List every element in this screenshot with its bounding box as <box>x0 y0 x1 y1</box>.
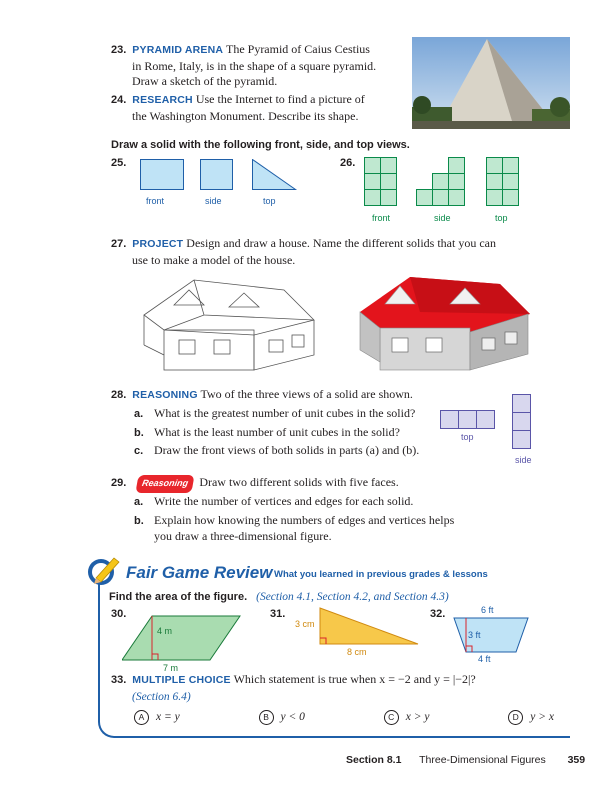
instruction-text: Find the area of the figure. <box>109 591 248 603</box>
exercise-text: Two of the three views of a solid are shown. <box>200 387 413 401</box>
exercise-text: Which statement is true when x = −2 and y = |−2|? <box>233 672 476 686</box>
bottom-base-label: 4 ft <box>478 654 491 664</box>
exercise-number: 28. <box>111 389 127 401</box>
exercise-number: 32. <box>430 608 446 620</box>
ex28-side-view <box>512 394 534 454</box>
exercise-29 <box>111 475 551 493</box>
exercise-text: in Rome, Italy, is in the shape of a square pyramid. <box>132 58 377 73</box>
exercise-23 <box>111 42 411 90</box>
choice-letter: A <box>134 710 149 725</box>
top-base-label: 6 ft <box>481 605 494 615</box>
view-label-side: side <box>515 455 532 465</box>
view-label-side: side <box>205 196 222 206</box>
part-label: b. <box>134 514 144 527</box>
fair-game-review-subtitle: What you learned in previous grades & lessons <box>274 569 488 580</box>
view-label-front: front <box>146 196 165 206</box>
footer-title: Three-Dimensional Figures <box>419 754 546 766</box>
exercise-28 <box>111 387 531 404</box>
part-label: b. <box>134 426 144 439</box>
find-area-instruction <box>109 589 449 604</box>
exercise-number: 24. <box>111 94 127 106</box>
part-label: a. <box>134 408 144 420</box>
base-label: 8 cm <box>347 647 367 657</box>
exercise-keyword: PROJECT <box>132 238 184 250</box>
view-label-front: front <box>372 213 391 223</box>
part-text: Write the number of vertices and edges for each solid. <box>154 494 414 508</box>
choice-a[interactable] <box>134 710 180 725</box>
exercise-number: 33. <box>111 674 127 686</box>
ex26-views <box>364 157 536 209</box>
exercise-29-parts <box>134 494 554 545</box>
choice-letter: C <box>384 710 399 725</box>
exercise-text: Draw a sketch of the pyramid. <box>132 74 278 88</box>
exercise-number: 27. <box>111 238 127 250</box>
exercise-number: 30. <box>111 608 127 620</box>
view-label-top: top <box>461 432 474 442</box>
part-label: c. <box>134 445 144 457</box>
exercise-text: Draw two different solids with five faces. <box>199 475 399 489</box>
footer-section: Section 8.1 <box>346 754 402 766</box>
exercise-keyword: PYRAMID ARENA <box>132 44 224 56</box>
exercise-33 <box>111 672 561 705</box>
part-text: Draw the front views of both solids in parts (a) and (b). <box>154 443 420 457</box>
exercise-number: 29. <box>111 477 127 489</box>
height-label: 3 ft <box>468 630 481 640</box>
exercise-text: Use the Internet to find a picture of <box>195 92 365 106</box>
exercise-text: Design and draw a house. Name the different solids that you can <box>186 236 496 250</box>
height-label: 4 m <box>157 626 173 636</box>
choice-text: x > y <box>405 711 430 724</box>
exercise-number: 26. <box>340 157 356 169</box>
choice-c[interactable] <box>384 710 430 725</box>
exercise-number: 31. <box>270 608 286 620</box>
exercise-text: use to make a model of the house. <box>132 252 296 267</box>
pencil-icon <box>84 552 124 588</box>
part-text: What is the least number of unit cubes in the solid? <box>154 424 400 439</box>
reasoning-badge: Reasoning <box>136 475 195 493</box>
exercise-28-parts <box>134 406 444 460</box>
choice-b[interactable] <box>259 710 305 725</box>
choice-text: x = y <box>156 711 180 724</box>
part-text: you draw a three-dimensional figure. <box>154 529 332 543</box>
height-label: 3 cm <box>295 619 315 629</box>
exercise-text: The Pyramid of Caius Cestius <box>225 42 370 56</box>
exercise-keyword: RESEARCH <box>132 94 193 106</box>
view-label-top: top <box>263 196 276 206</box>
fair-game-review-title: Fair Game Review <box>126 563 273 582</box>
instruction-views: Draw a solid with the following front, side, and top views. <box>111 139 410 151</box>
choice-letter: B <box>259 710 274 725</box>
view-label-side: side <box>434 213 451 223</box>
exercise-24 <box>111 92 411 124</box>
exercise-keyword: REASONING <box>132 389 198 401</box>
page-number: 359 <box>567 754 586 766</box>
house-wireframe-sketch <box>134 275 320 375</box>
house-3d-model <box>340 272 536 376</box>
choice-text: y < 0 <box>280 711 305 724</box>
choice-text: y > x <box>530 711 554 724</box>
exercise-text: the Washington Monument. Describe its shape. <box>132 108 359 123</box>
parallelogram-figure <box>122 612 242 668</box>
pyramid-photo <box>412 37 570 129</box>
choice-d[interactable] <box>508 710 554 725</box>
answer-choices <box>134 710 554 725</box>
base-label: 7 m <box>163 663 179 673</box>
exercise-keyword: MULTIPLE CHOICE <box>132 674 231 686</box>
ex25-views <box>140 159 300 194</box>
section-reference: (Section 6.4) <box>132 690 191 703</box>
trapezoid-figure <box>452 616 532 656</box>
page-footer <box>346 754 585 766</box>
exercise-27 <box>111 236 561 268</box>
part-label: a. <box>134 496 144 508</box>
part-text: Explain how knowing the numbers of edges and vertices helps <box>154 512 455 527</box>
section-reference: (Section 4.1, Section 4.2, and Section 4.3) <box>256 591 449 603</box>
choice-letter: D <box>508 710 523 725</box>
view-label-top: top <box>495 213 508 223</box>
part-text: What is the greatest number of unit cubes in the solid? <box>154 406 416 420</box>
exercise-number: 25. <box>111 157 127 169</box>
exercise-number: 23. <box>111 44 127 56</box>
triangle-figure <box>318 606 420 648</box>
